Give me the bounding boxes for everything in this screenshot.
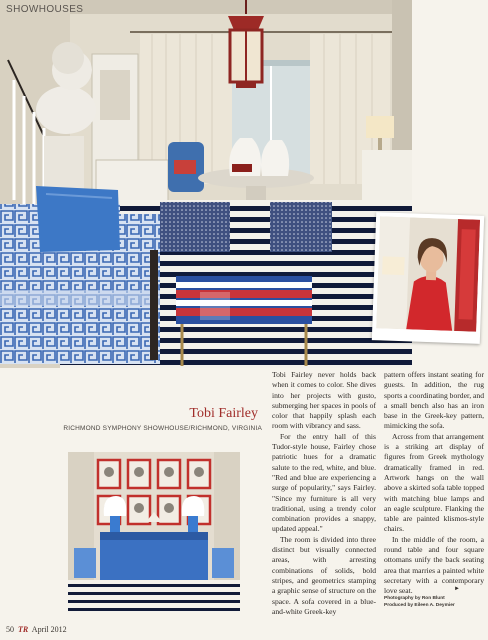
article-title: Tobi Fairley	[189, 406, 258, 421]
magazine-logo: TR	[18, 625, 29, 634]
paragraph: Across from that arrangement is a striking art display of figures from Greek mythology dramatically framed in red. Artwork hangs on the wall above a skirted sofa table topped with matching blue lamps and an eagle sculpture. Flanking the table are painted klismos-style chairs.	[384, 431, 484, 534]
page-folio	[6, 625, 67, 634]
photography-credit: Photography by Ron Blunt	[384, 596, 445, 601]
article-subtitle: RICHMOND SYMPHONY SHOWHOUSE/RICHMOND, VIRGINIA	[63, 425, 262, 432]
continue-arrow-icon: ►	[454, 586, 460, 592]
hero-photo-entry-hall	[0, 0, 412, 368]
paragraph: The room is divided into three distinct but visually connected areas, with arresting combinations of solids, bold stripes, and geometrics stamping a graphic sense of structure on the space. A sofa covered in a blue-and-white Greek-key	[272, 534, 376, 616]
paragraph: For the entry hall of this Tudor-style house, Fairley chose patriotic hues for a dramatic salute to the red, white, and blue. "Red and blue are experiencing a surge of popularity," says Fairley. "Since my furniture is all very traditional, using a trendy color combination provides a snappy, updated appeal."	[272, 431, 376, 534]
producer-credit: Produced by Eileen A. Deymier	[384, 602, 455, 608]
paragraph: Tobi Fairley never holds back when it comes to color. She dives into her projects with gusto, submerging her spaces in pools of color that happily splash each room with vibrancy and sass.	[272, 370, 376, 431]
photo-credits	[384, 596, 484, 610]
section-label: SHOWHOUSES	[6, 4, 84, 15]
paragraph: In the middle of the room, a round table and four square ottomans unify the back seating area that marries a painted white secretary with a contemporary love seat.	[384, 534, 484, 596]
page-number: 50	[6, 625, 14, 634]
art-wall-photo	[68, 452, 240, 612]
article-column-2	[384, 370, 484, 597]
designer-portrait-photo	[372, 212, 484, 344]
issue-date: April 2012	[31, 625, 67, 634]
paragraph: pattern offers instant seating for guests. In addition, the rug sports a coordinating border, and a small bench also has an iron base in the Greek-key pattern, mimicking the sofa.	[384, 370, 484, 431]
article-column-1	[272, 370, 376, 617]
